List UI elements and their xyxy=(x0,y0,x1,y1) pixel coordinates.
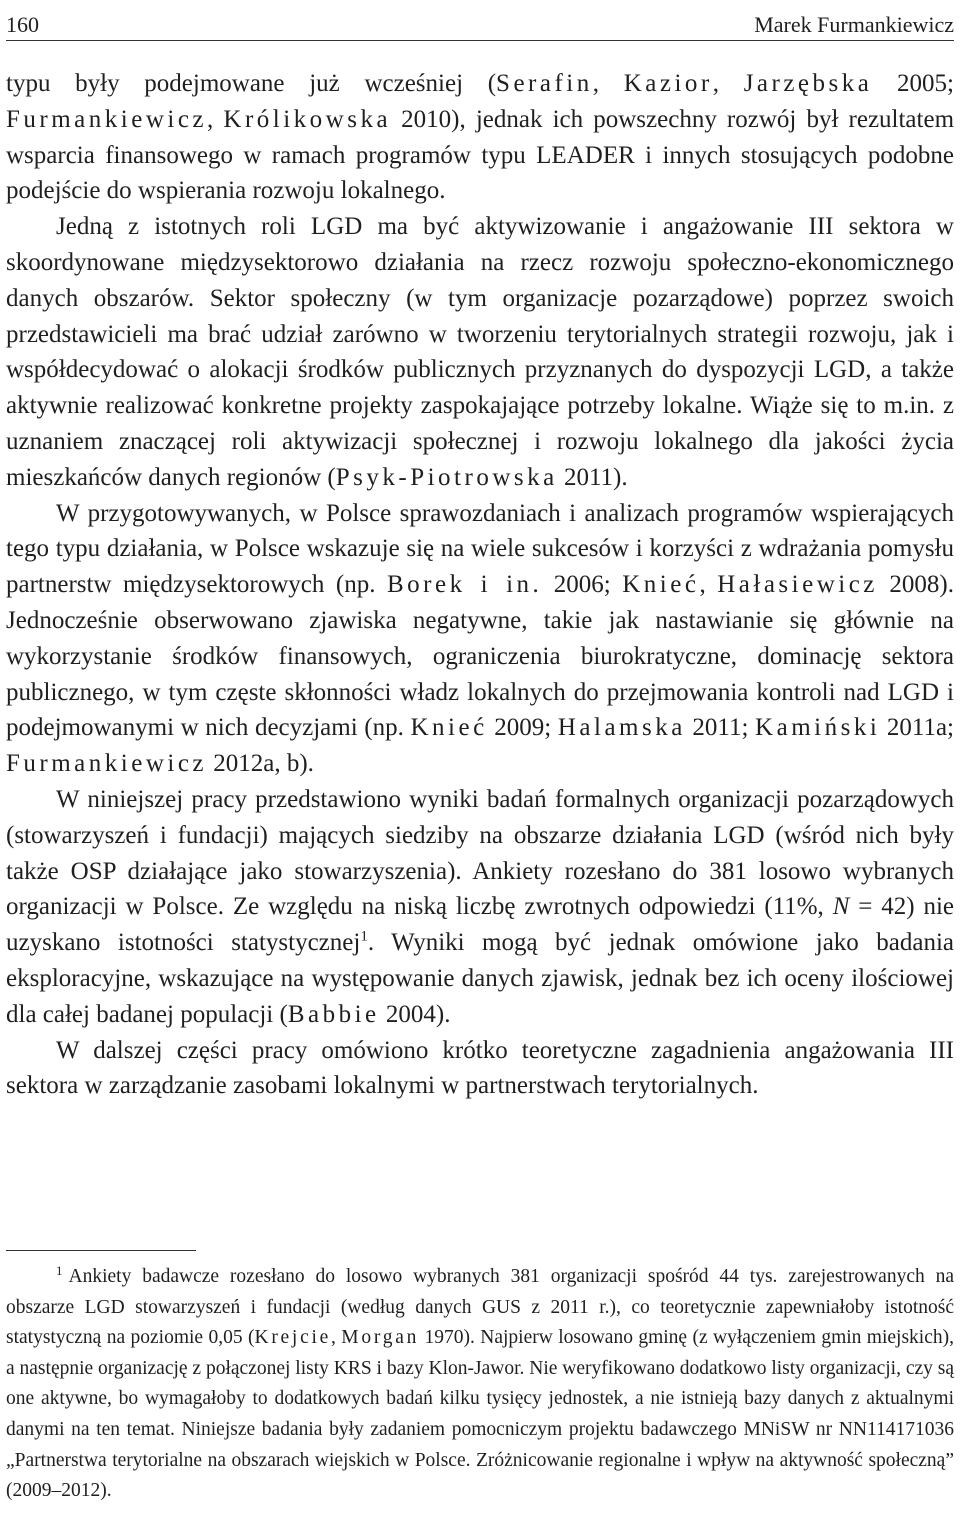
text-run: 2010), jednak ich powszechny rozwój był rezultatem wsparcia finansowego w ramach programów typu LEADER i innych stosujących podobne podejście do wspierania rozwoju lokalnego. xyxy=(6,105,955,205)
page-number: 160 xyxy=(6,12,39,37)
text-run: = 42) nie uzyskano istotności statystycznej xyxy=(6,893,955,957)
running-header-author: Marek Furmankiewicz xyxy=(754,12,954,37)
text-run: , xyxy=(331,1327,342,1349)
text-run: 2011a; xyxy=(880,714,954,742)
cited-author: Babbie xyxy=(287,1000,380,1028)
main-text xyxy=(6,66,954,1104)
cited-author: Kazior xyxy=(623,70,713,97)
text-run: 2004). xyxy=(379,1000,451,1028)
text-run: W dalszej części pracy omówiono krótko teoretyczne zagadnienia angażowania III sektora w zarządzanie zasobami lokalnymi w partnerstwach terytorialnych. xyxy=(6,1036,954,1100)
cited-author: Psyk-Piotrowska xyxy=(335,463,558,491)
cited-author: Królikowska xyxy=(223,105,392,133)
footnote xyxy=(6,1262,954,1507)
text-run: Ankiety badawcze rozesłano do losowo wybranych 381 organizacji spośród 44 tys. zarejestrowanych na obszarze LGD stowarzyszeń i fundacji (według danych GUS z 2011 r.), co teoretycznie zapewniałoby istotność statystyczną na poziomie 0,05 ( xyxy=(6,1266,954,1349)
text-run: , xyxy=(699,571,718,599)
text-run: 1970). Najpierw losowano gminę (z wyłączeniem gmin miejskich), a następnie organizację z połączonej listy KRS i bazy Klon-Jawor. Nie weryfikowano dodatkowo listy organizacji, czy są one aktywne, bo wymagałoby to dodatkowych badań kilku tysięcy jednostek, a nie istnieją bazy danych z aktualnymi danymi na ten temat. Niniejsze badania były zadaniem pomocniczym projektu badawczego MNiSW nr NN114171036 „Partnerstwa terytorialne na obszarach wiejskich w Polsce. Zróżnicowanie regionalne i wpływ na aktywność społeczną” (2009–2012). xyxy=(6,1327,954,1502)
text-run: , xyxy=(207,105,224,133)
paragraph xyxy=(6,496,954,782)
cited-author: Kamiński xyxy=(755,714,881,742)
running-header xyxy=(6,4,954,41)
text-run: W niniejszej pracy przedstawiono wyniki badań formalnych organizacji pozarządowych (stowarzyszeń i fundacji) mających siedziby na obszarze działania LGD (wśród nich były także OSP działające jako stowarzyszenia). Ankiety rozesłano do 381 losowo wybranych organizacji w Polsce. Ze względu na niską liczbę zwrotnych odpowiedzi (11%, xyxy=(6,785,954,921)
text-run: 2011; xyxy=(685,714,756,742)
cited-author: Knieć xyxy=(622,571,700,599)
text-run: 2011). xyxy=(557,463,628,491)
cited-author: Halamska xyxy=(557,714,686,742)
cited-author: Krejcie xyxy=(254,1327,332,1349)
footnote-separator xyxy=(6,1250,196,1251)
text-run: typu były podejmowane już wcześniej ( xyxy=(6,70,497,97)
italic-text: N xyxy=(832,893,850,921)
text-run: 2008). Jednocześnie obserwowano zjawiska negatywne, takie jak nastawianie się głównie na wykorzystanie środków finansowych, ograniczenia biurokratyczne, dominację sektora publicznego, w tym częste skłonności władz lokalnych do przejmowania kontroli nad LGD i podejmowanymi w nich decyzjami (np. xyxy=(6,571,954,742)
text-run: , xyxy=(712,70,744,97)
text-run: 2005; xyxy=(872,70,955,97)
footnote-marker: 1 xyxy=(56,1262,63,1278)
cited-author: Knieć xyxy=(410,714,488,742)
cited-author: Morgan xyxy=(341,1327,420,1349)
paragraph xyxy=(6,209,954,495)
text-run: W przygotowywanych, w Polsce sprawozdaniach i analizach programów wspierających tego typu działania, w Polsce wskazuje się na wiele sukcesów i korzyści z wdrażania pomysłu partnerstw międzysektorowych (np. xyxy=(6,499,954,599)
cited-author: Furmankiewicz xyxy=(6,105,208,133)
footnote-text xyxy=(6,1266,954,1501)
cited-author: Borek i in. xyxy=(386,571,543,599)
text-run: . Wyniki mogą być jednak omówione jako badania eksploracyjne, wskazujące na występowanie danych zjawisk, jednak bez ich oceny ilościowej dla całej badanej populacji ( xyxy=(6,929,954,1028)
cited-author: Furmankiewicz xyxy=(6,750,208,778)
footnote-reference: 1 xyxy=(360,928,368,945)
text-run: , xyxy=(592,70,624,97)
text-run: 2006; xyxy=(542,571,623,599)
cited-author: Hałasiewicz xyxy=(717,571,878,599)
text-run: 2012a, b). xyxy=(207,750,314,778)
paragraph xyxy=(6,66,954,209)
text-run: 2009; xyxy=(487,714,558,742)
paragraph xyxy=(6,782,954,1033)
paragraph xyxy=(6,1033,954,1105)
text-run: Jedną z istotnych roli LGD ma być aktywizowanie i angażowanie III sektora w skoordynowane międzysektorowo działania na rzecz rozwoju społeczno-ekonomicznego danych obszarów. Sektor społeczny (w tym organizacje pozarządowe) poprzez swoich przedstawicieli ma brać udział zarówno w tworzeniu terytorialnych strategii rozwoju, jak i współdecydować o alokacji środków publicznych przyznanych do dyspozycji LGD, a także aktywnie realizować konkretne projekty zaspokajające potrzeby lokalne. Wiąże się to m.in. z uznaniem znaczącej roli aktywizacji społecznej i rozwoju lokalnego dla jakości życia mieszkańców danych regionów ( xyxy=(6,213,954,491)
cited-author: Jarzębska xyxy=(743,70,873,97)
cited-author: Serafin xyxy=(496,70,593,97)
